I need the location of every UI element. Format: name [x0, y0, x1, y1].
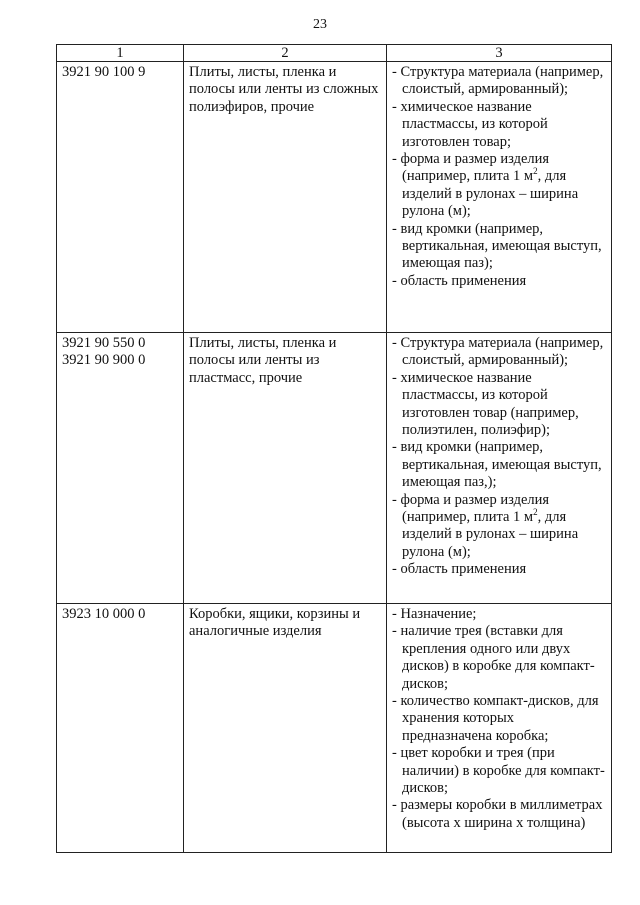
classification-table [56, 44, 612, 853]
table-row [57, 333, 612, 604]
attribute-item: - область применения [392, 273, 607, 290]
commodity-code: 3921 90 900 0 [62, 352, 146, 369]
attribute-list [392, 335, 607, 579]
attribute-item: - область применения [392, 561, 607, 578]
attributes-cell [387, 62, 612, 333]
attribute-item: - химическое название пластмассы, из которой изготовлен товар; [392, 99, 607, 151]
code-cell [57, 604, 184, 853]
column-header-1: 1 [57, 45, 184, 62]
goods-description: Коробки, ящики, корзины и аналогичные изделия [189, 606, 361, 640]
table-row [57, 604, 612, 853]
attribute-item: - наличие трея (вставки для крепления одного или двух дисков) в коробке для компакт-дисков; [392, 623, 607, 693]
description-cell [184, 333, 387, 604]
commodity-code: 3921 90 550 0 [62, 335, 146, 351]
column-header-3: 3 [387, 45, 612, 62]
code-cell [57, 333, 184, 604]
description-cell [184, 604, 387, 853]
attribute-item: - химическое название пластмассы, из которой изготовлен товар (например, полиэтилен, полиэфир); [392, 370, 607, 440]
code-cell [57, 62, 184, 333]
attribute-item: - Назначение; [392, 606, 607, 623]
attribute-item: - цвет коробки и трея (при наличии) в коробке для компакт-дисков; [392, 745, 607, 797]
attribute-item: - количество компакт-дисков, для хранения которых предназначена коробка; [392, 693, 607, 745]
goods-description: Плиты, листы, пленка и полосы или ленты из пластмасс, прочие [189, 335, 337, 386]
attribute-item: - форма и размер изделия (например, плита 1 $м^2$, для изделий в рулонах – ширина рулона (м); [392, 492, 607, 562]
commodity-code: 3921 90 100 9 [62, 64, 146, 80]
attributes-cell [387, 604, 612, 853]
superscript-two: 2 [533, 166, 538, 177]
attribute-item: - вид кромки (например, вертикальная, имеющая выступ, имеющая паз); [392, 221, 607, 273]
commodity-code: 3923 10 000 0 [62, 606, 146, 622]
attribute-item: - форма и размер изделия (например, плита 1 $м^2$, для изделий в рулонах – ширина рулона (м); [392, 151, 607, 221]
table-row [57, 62, 612, 333]
attribute-item: - Структура материала (например, слоистый, армированный); [392, 335, 607, 370]
description-cell [184, 62, 387, 333]
attribute-item: - размеры коробки в миллиметрах (высота х ширина х толщина) [392, 797, 607, 832]
goods-description: Плиты, листы, пленка и полосы или ленты из сложных полиэфиров, прочие [189, 64, 379, 115]
attributes-cell [387, 333, 612, 604]
page-number: 23 [313, 17, 327, 32]
attribute-list [392, 64, 607, 290]
superscript-two: 2 [533, 507, 538, 518]
column-header-2: 2 [184, 45, 387, 62]
attribute-item: - вид кромки (например, вертикальная, имеющая выступ, имеющая паз,); [392, 439, 607, 491]
table-header-row [57, 45, 612, 62]
attribute-item: - Структура материала (например, слоистый, армированный); [392, 64, 607, 99]
attribute-list [392, 606, 607, 832]
